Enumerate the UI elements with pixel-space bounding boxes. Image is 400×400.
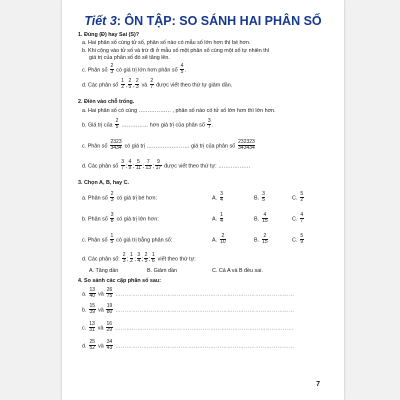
fraction: [135, 160, 141, 172]
s3-a-option-c[interactable]: C. $\frac{5}{2}$: [292, 191, 304, 204]
fraction-denominator: 343434: [238, 145, 255, 152]
fraction: [180, 64, 184, 76]
fraction-numerator: 13: [89, 321, 95, 327]
fraction-numerator: 2: [150, 78, 154, 84]
fraction-denominator: 4: [220, 197, 223, 204]
page-number: 7: [316, 381, 320, 388]
fraction-denominator: 7: [150, 84, 154, 91]
fraction-denominator: 9: [128, 165, 132, 172]
fraction-denominator: 15: [262, 218, 268, 225]
fraction: [110, 140, 122, 152]
fraction-denominator: 4: [137, 258, 141, 265]
fraction: [155, 160, 162, 172]
fraction-numerator: 3: [110, 212, 114, 218]
s3-d-option-b: B. Giảm dần: [147, 268, 177, 274]
fraction-numerator: 9: [156, 159, 160, 165]
fraction: [89, 304, 96, 316]
fraction-denominator: 5: [262, 197, 265, 204]
fraction-numerator: 4: [300, 212, 304, 218]
fraction-numerator: 4: [180, 63, 184, 69]
fraction: [110, 192, 114, 204]
s4-row-a: a. $\frac{13}{40}$ và $\frac{26}{75}$ ……………………………………………………………………………………: [82, 287, 295, 300]
s3-item-c: c. Phân số $\frac{1}{5}$ có giá trị bằng phân số:: [82, 233, 173, 246]
fraction-numerator: 4: [128, 159, 132, 165]
fraction-denominator: 3: [110, 69, 114, 76]
fraction: [121, 160, 125, 172]
fraction: [128, 160, 132, 172]
fraction: [106, 304, 113, 316]
fraction-numerator: 232323: [238, 139, 255, 145]
fraction-denominator: 3: [135, 84, 139, 91]
fraction: [150, 79, 154, 91]
fraction: [207, 119, 211, 131]
section-1-heading: 1. Đúng (Đ) hay Sai (S)?: [78, 32, 140, 38]
fraction: [121, 79, 125, 91]
fraction-denominator: 13: [145, 165, 152, 172]
fraction: [262, 234, 269, 246]
fraction-numerator: 2: [122, 252, 126, 258]
fraction: [89, 322, 96, 334]
fraction-denominator: 5: [180, 69, 184, 76]
title-lesson: Tiết 3: [84, 14, 117, 28]
fraction: [130, 253, 134, 265]
s1-item-b-line1: b. Khi cộng vào tử số và trừ đi ở mẫu số một phân số cùng một số tự nhiên thì: [82, 48, 270, 54]
fraction-denominator: 9: [300, 239, 304, 246]
fraction-numerator: 1: [151, 252, 155, 258]
fraction-numerator: 34: [106, 339, 113, 345]
section-4-heading: 4. So sánh các cặp phân số sau:: [78, 278, 161, 284]
fraction: [300, 192, 304, 204]
fraction-denominator: 39: [89, 309, 96, 316]
s1-item-c: c. Phân số $\frac{2}{3}$ có giá trị lớn hơn phân số $\frac{4}{5}$ .: [82, 63, 187, 76]
fraction-denominator: 17: [155, 165, 162, 172]
s3-d-option-a: A. Tăng dần: [89, 268, 119, 274]
fraction: [89, 288, 96, 300]
fraction-numerator: 16: [106, 321, 113, 327]
fraction-denominator: 11: [135, 165, 142, 172]
fraction-numerator: 2: [110, 191, 114, 197]
fraction-numerator: 3: [137, 252, 141, 258]
fraction-denominator: 7: [300, 218, 304, 225]
fraction-denominator: 2: [121, 84, 125, 91]
fraction-numerator: 5: [300, 191, 304, 197]
fraction-denominator: 40: [89, 293, 96, 300]
fraction: [151, 253, 155, 265]
fraction-denominator: 52: [89, 345, 96, 352]
fraction: [220, 234, 227, 246]
title-topic: : ÔN TẬP: SO SÁNH HAI PHÂN SỐ: [116, 14, 322, 28]
s2-item-a: a. Hai phân số có cùng ……………… , phân số nào có tử số lớn hơn thì lớn hơn.: [82, 108, 276, 114]
fraction-numerator: 3: [207, 118, 211, 124]
s1-item-b-line2: giá trị của phân số đó sẽ tăng lên.: [89, 55, 170, 61]
s3-item-b: b. Phân số $\frac{3}{8}$ có giá trị lớn hơn:: [82, 212, 159, 225]
fraction-denominator: 7: [207, 124, 211, 131]
fraction-numerator: 19: [106, 303, 113, 309]
fraction-numerator: 13: [89, 287, 96, 293]
fraction-numerator: 2: [221, 233, 225, 239]
fraction: [220, 213, 224, 225]
fraction-denominator: 5: [128, 84, 132, 91]
fraction-denominator: 6: [151, 258, 155, 265]
fraction-denominator: 3: [122, 258, 126, 265]
fraction-denominator: 2: [300, 197, 304, 204]
fraction-denominator: 80: [106, 309, 113, 316]
fraction-numerator: 1: [110, 233, 114, 239]
fraction: [220, 192, 224, 204]
fraction-denominator: 15: [262, 239, 268, 246]
s4-row-b: b. $\frac{15}{39}$ và $\frac{19}{80}$ ……………………………………………………………………………………: [82, 303, 295, 316]
fraction-denominator: 4: [220, 218, 223, 225]
fraction-numerator: 5: [137, 159, 140, 165]
fraction-numerator: 2: [263, 233, 267, 239]
fraction-numerator: 26: [106, 287, 113, 293]
fraction: [144, 253, 148, 265]
s2-item-c: c. Phân số $\frac{2323}{3434}$ có giá trị …………………… giá trị của phân số $\frac{232323}{343434}$: [82, 139, 255, 152]
fraction: [300, 213, 304, 225]
fraction-numerator: 3: [220, 191, 223, 197]
worksheet-page: [62, 0, 344, 400]
fraction-denominator: 31: [89, 327, 95, 334]
s3-a-option-a[interactable]: A. $\frac{3}{4}$: [212, 191, 223, 204]
fraction: [110, 213, 114, 225]
s3-b-option-a[interactable]: A. $\frac{1}{4}$: [212, 212, 223, 225]
s1-item-a: a. Hai phân số cùng tử số, phân số nào có mẫu số lớn hơn thì bé hơn.: [82, 40, 251, 46]
fraction-numerator: 15: [89, 303, 96, 309]
fraction: [145, 160, 152, 172]
fraction-denominator: 7: [121, 165, 125, 172]
fraction-numerator: 3: [262, 191, 265, 197]
page-title: [62, 14, 344, 28]
s3-a-option-b[interactable]: B. $\frac{3}{5}$: [254, 191, 265, 204]
fraction-denominator: 43: [106, 345, 113, 352]
fraction-numerator: 5: [300, 233, 304, 239]
fraction: [106, 340, 113, 352]
fraction-numerator: 1: [220, 212, 223, 218]
fraction-numerator: 1: [130, 252, 133, 258]
fraction-numerator: 2: [135, 78, 139, 84]
fraction: [122, 253, 126, 265]
s1-item-d: d. Các phân số $\frac{1}{2}$ , $\frac{2}{5}$ , $\frac{2}{3}$ và $\frac{2}{7}$ được viết theo thứ tự giảm dần.: [82, 78, 233, 91]
fraction: [106, 322, 113, 334]
fraction: [238, 140, 256, 152]
s2-item-d: d. Các phân số $\frac{3}{7}$ ; $\frac{4}{9}$ ; $\frac{5}{11}$ ; $\frac{7}{13}$ ; $\frac{9}{17}$ được viết theo thứ tự: ………………: [82, 159, 251, 172]
fraction-numerator: 2: [115, 118, 119, 124]
fraction: [135, 79, 139, 91]
fraction-denominator: 5: [115, 124, 119, 131]
fraction: [106, 288, 113, 300]
fraction-numerator: 2: [144, 252, 148, 258]
s3-c-option-a[interactable]: A. $\frac{2}{10}$: [212, 233, 226, 246]
fraction-denominator: 29: [106, 327, 113, 334]
section-2-heading: 2. Điền vào chỗ trống.: [78, 99, 135, 105]
fraction-numerator: 2: [110, 63, 114, 69]
fraction-denominator: 3: [110, 197, 114, 204]
fraction: [137, 253, 141, 265]
s2-item-b: b. Giá trị của $\frac{2}{5}$ …………… hơn giá trị của phân số $\frac{3}{7}$ .: [82, 118, 214, 131]
fraction: [110, 234, 114, 246]
s3-item-d: d. Các phân số: $\frac{2}{3}$ ; $\frac{1}{2}$ ; $\frac{3}{4}$ ; $\frac{2}{5}$ ; $\frac{1}{6}$ viết theo thứ tự:: [82, 252, 196, 265]
fraction: [262, 213, 269, 225]
fraction-denominator: 8: [110, 218, 114, 225]
fraction-denominator: 10: [220, 239, 226, 246]
s3-item-a: a. Phân số $\frac{2}{3}$ có giá trị bé hơn:: [82, 191, 157, 204]
fraction-denominator: 75: [106, 293, 113, 300]
fraction-numerator: 1: [121, 78, 125, 84]
s4-row-d: d. $\frac{25}{52}$ và $\frac{34}{43}$ ……………………………………………………………………………………: [82, 339, 295, 352]
section-3-heading: 3. Chọn A, B, hay C.: [78, 180, 130, 186]
fraction-numerator: 25: [89, 339, 96, 345]
fraction-numerator: 2: [128, 78, 132, 84]
s3-d-option-c: C. Cả A và B đều sai.: [212, 268, 263, 274]
fraction: [262, 192, 266, 204]
fraction-denominator: 5: [110, 239, 114, 246]
s3-b-option-b[interactable]: B. $\frac{4}{15}$: [254, 212, 268, 225]
fraction-numerator: 4: [263, 212, 267, 218]
fraction: [128, 79, 132, 91]
s4-row-c: c. $\frac{13}{31}$ và $\frac{16}{29}$ ……………………………………………………………………………………: [82, 321, 294, 334]
fraction: [89, 340, 96, 352]
fraction: [115, 119, 119, 131]
fraction-numerator: 7: [146, 159, 150, 165]
s3-c-option-c[interactable]: C. $\frac{5}{9}$: [292, 233, 304, 246]
s3-c-option-b[interactable]: B. $\frac{2}{15}$: [254, 233, 268, 246]
fraction-denominator: 5: [144, 258, 148, 265]
fraction-denominator: 2: [130, 258, 133, 265]
fraction-numerator: 3: [121, 159, 125, 165]
fraction-numerator: 2323: [110, 139, 122, 145]
fraction: [300, 234, 304, 246]
fraction-denominator: 3434: [110, 145, 122, 152]
fraction: [110, 64, 114, 76]
s3-b-option-c[interactable]: C. $\frac{4}{7}$: [292, 212, 304, 225]
